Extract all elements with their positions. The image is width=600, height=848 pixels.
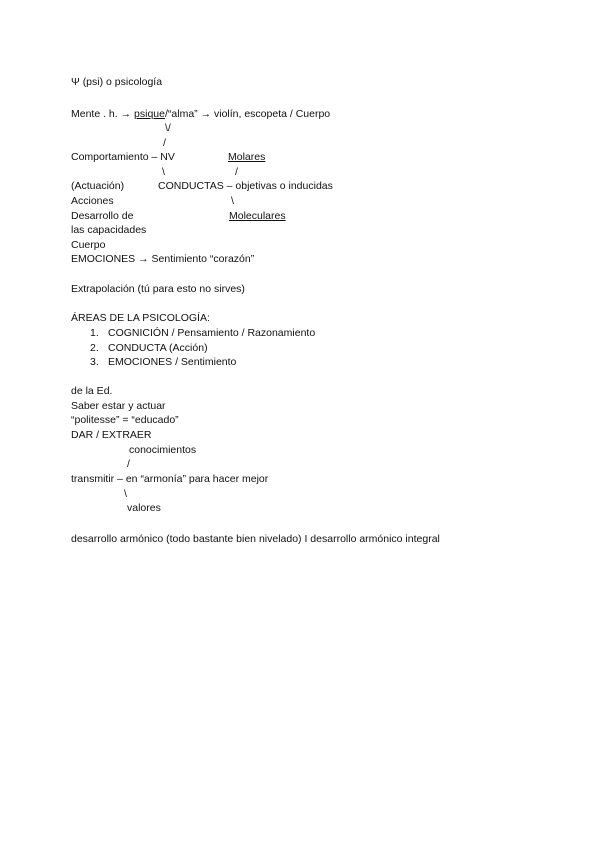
areas-list	[90, 326, 315, 370]
v-mark: \/	[165, 122, 171, 134]
valores-label: valores	[127, 502, 161, 514]
mente-prefix: Mente . h. →	[71, 108, 135, 120]
list-item-text: CONDUCTA (Acción)	[108, 341, 208, 354]
list-item-text: COGNICIÓN / Pensamiento / Razonamiento	[108, 327, 316, 339]
psique-word: psique	[134, 108, 165, 120]
mente-line	[71, 108, 330, 121]
page-title: Ψ (psi) o psicología	[71, 76, 163, 88]
capacidades-label: las capacidades	[71, 224, 147, 236]
ed-line-1: de la Ed.	[71, 385, 113, 397]
list-item-number: 1.	[90, 327, 99, 339]
comportamiento-line: Comportamiento – NV	[71, 151, 175, 163]
backslash-mark-3: \	[124, 488, 127, 500]
conocimientos-label: conocimientos	[129, 444, 197, 456]
list-item	[90, 341, 315, 356]
molares-label: Molares	[228, 151, 266, 163]
slash-mark-3: /	[127, 458, 130, 470]
emociones-line: EMOCIONES → Sentimiento “corazón”	[71, 253, 255, 265]
list-item-number: 2.	[90, 341, 99, 354]
cuerpo-label: Cuerpo	[71, 239, 106, 251]
moleculares-label: Moleculares	[229, 210, 286, 222]
ed-line-2: Saber estar y actuar	[71, 400, 166, 412]
list-item	[90, 355, 315, 370]
actuacion-label: (Actuación)	[71, 180, 125, 192]
mente-rest: /“alma” → violín, escopeta / Cuerpo	[164, 108, 331, 120]
desarrollo-de-label: Desarrollo de	[71, 210, 134, 222]
areas-heading: ÁREAS DE LA PSICOLOGÍA:	[71, 312, 210, 324]
transmitir-line: transmitir – en “armonía” para hacer mejor	[71, 473, 269, 485]
slash-mark-2: /	[235, 166, 238, 178]
list-item-number: 3.	[90, 356, 99, 369]
slash-mark-1: /	[163, 137, 166, 149]
backslash-mark-1: \	[162, 166, 165, 178]
backslash-mark-2: \	[231, 195, 234, 207]
conductas-label: CONDUCTAS – objetivas o inducidas	[158, 180, 333, 192]
list-item-text: EMOCIONES / Sentimiento	[108, 356, 237, 369]
acciones-label: Acciones	[71, 195, 114, 207]
extrapolacion-line: Extrapolación (tú para esto no sirves)	[71, 283, 245, 295]
final-line: desarrollo armónico (todo bastante bien nivelado) I desarrollo armónico integral	[71, 533, 440, 545]
ed-line-4: DAR / EXTRAER	[71, 429, 152, 441]
ed-line-3: “politesse” = “educado”	[71, 414, 179, 426]
list-item	[90, 326, 315, 341]
